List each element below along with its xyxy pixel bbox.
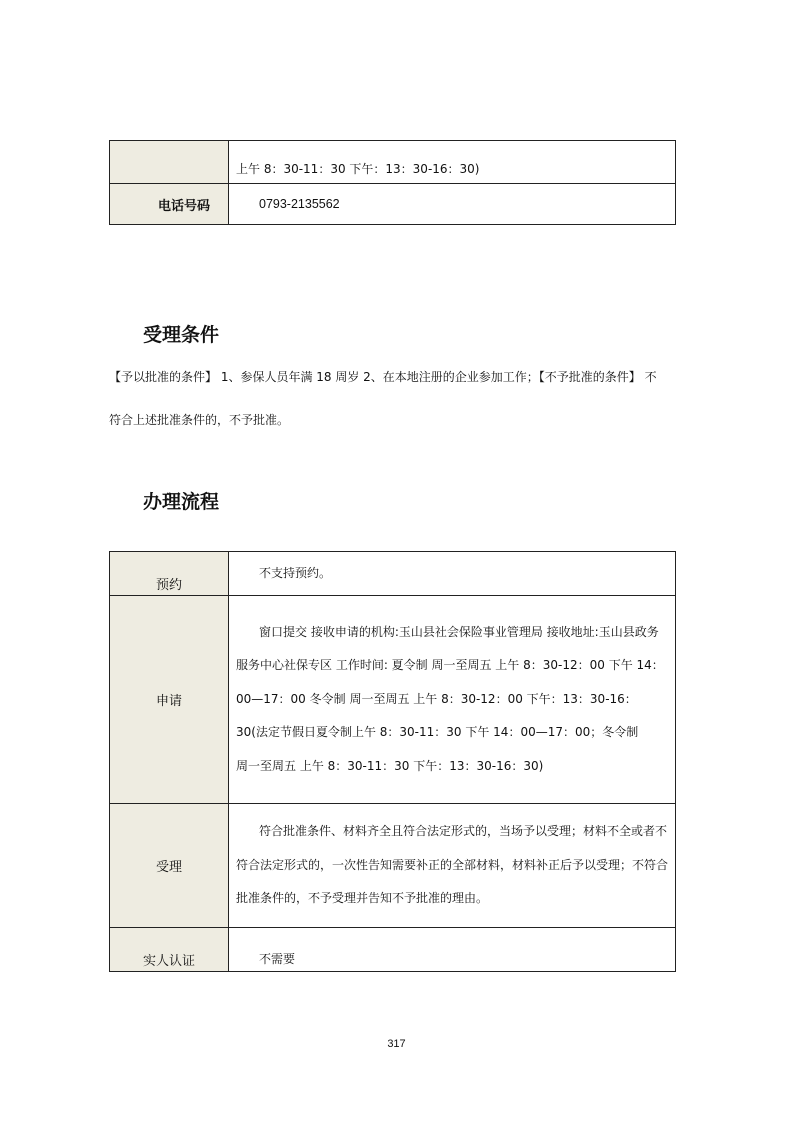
process-row-appointment	[110, 552, 676, 596]
conditions-line-1: 【予以批准的条件】 1、参保人员年满 18 周岁 2、在本地注册的企业参加工作；【不予批准的条件】 不	[109, 370, 657, 384]
application-line: 周一至周五 上午 8：30-11：30 下午：13：30-16：30)	[236, 758, 544, 773]
application-value-cell	[229, 596, 676, 804]
contact-table	[109, 140, 676, 225]
process-table	[109, 551, 676, 972]
conditions-heading: 受理条件	[143, 324, 220, 346]
page-number: 317	[387, 1038, 406, 1050]
application-line: 服务中心社保专区 工作时间: 夏令制 周一至周五 上午 8：30-12：00 下午 14：	[236, 658, 664, 673]
appointment-value-cell	[229, 552, 676, 596]
conditions-line-2: 符合上述批准条件的，不予批准。	[109, 413, 290, 427]
identity-verification-value-cell	[229, 928, 676, 972]
process-row-acceptance	[110, 804, 676, 928]
acceptance-line: 符合批准条件、材料齐全且符合法定形式的，当场予以受理；材料不全或者不	[259, 824, 668, 839]
phone-value: 0793-2135562	[259, 197, 340, 211]
identity-verification-text: 不需要	[259, 952, 296, 966]
acceptance-label: 受理	[110, 804, 229, 928]
process-row-identity-verification	[110, 928, 676, 972]
hours-row	[110, 141, 676, 184]
application-label: 申请	[110, 596, 229, 804]
acceptance-value-cell	[229, 804, 676, 928]
phone-value-cell	[229, 184, 676, 225]
acceptance-line: 符合法定形式的，一次性告知需要补正的全部材料，材料补正后予以受理；不符合	[236, 857, 669, 872]
phone-label: 电话号码	[110, 184, 229, 225]
hours-value-cell	[229, 141, 676, 184]
process-row-application	[110, 596, 676, 804]
acceptance-line: 批准条件的，不予受理并告知不予批准的理由。	[236, 891, 489, 906]
process-heading: 办理流程	[143, 491, 220, 513]
identity-verification-label: 实人认证	[110, 928, 229, 972]
application-line: 00—17：00 冬令制 周一至周五 上午 8：30-12：00 下午：13：30-16：	[236, 691, 637, 706]
hours-value: 上午 8：30-11：30 下午：13：30-16：30)	[236, 161, 480, 176]
application-line: 30(法定节假日夏令制上午 8：30-11：30 下午 14：00—17：00；冬令制	[236, 725, 639, 740]
application-line: 窗口提交 接收申请的机构:玉山县社会保险事业管理局 接收地址:玉山县政务	[259, 624, 659, 639]
phone-row	[110, 184, 676, 225]
appointment-text: 不支持预约。	[259, 565, 332, 580]
appointment-label: 预约	[110, 552, 229, 596]
hours-label-cell	[110, 141, 229, 184]
